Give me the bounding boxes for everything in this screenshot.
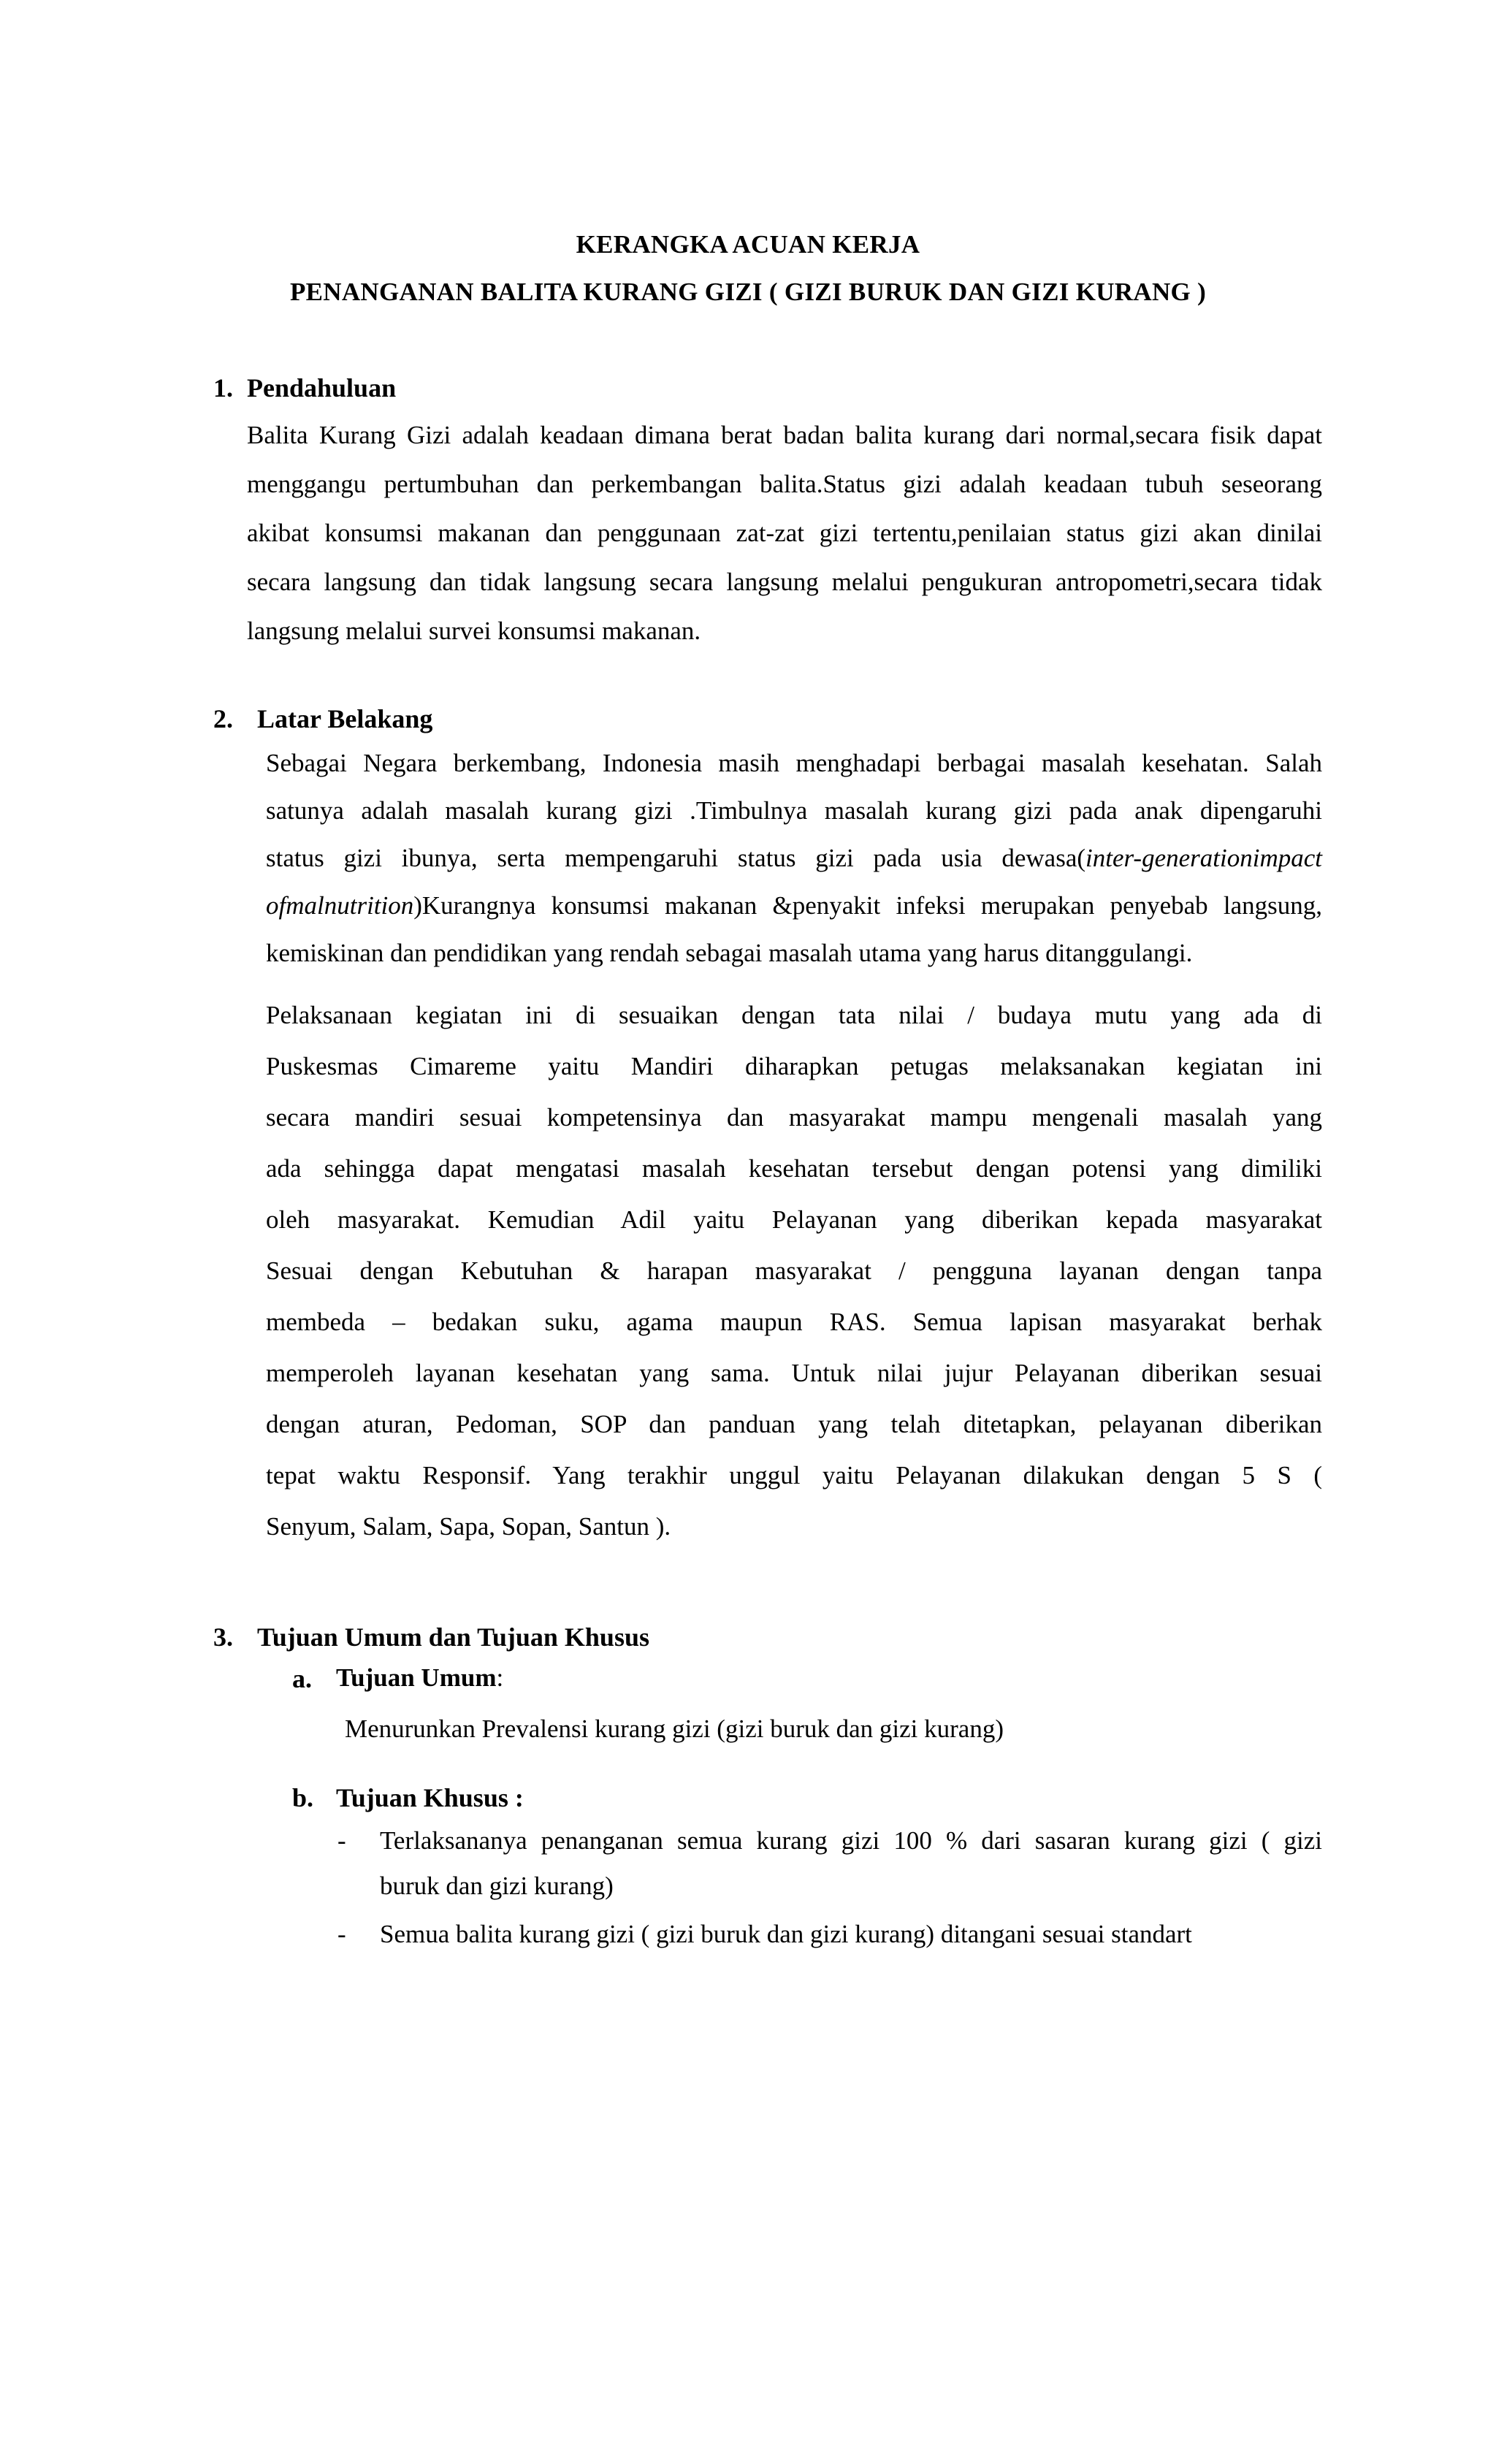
section2-p2-line-10: tepat waktu Responsif. Yang terakhir unggul yaitu Pelayanan dilakukan dengan 5 S (	[266, 1461, 1322, 1490]
section3-b-item1-dash: -	[337, 1826, 346, 1855]
section2-p2-line-4: ada sehingga dapat mengatasi masalah kesehatan tersebut dengan potensi yang dimiliki	[266, 1154, 1322, 1183]
section3-a-colon: :	[496, 1663, 504, 1692]
section3-b-marker: b.	[292, 1783, 314, 1812]
section1-heading: Pendahuluan	[247, 373, 397, 403]
section1-number: 1.	[213, 373, 233, 403]
section1-line-5: langsung melalui survei konsumsi makanan.	[247, 617, 701, 645]
section2-p1-line-2: satunya adalah masalah kurang gizi .Timbulnya masalah kurang gizi pada anak dipengaruhi	[266, 796, 1322, 825]
section2-p1-line-4-italic: ofmalnutrition	[266, 891, 414, 920]
section2-number: 2.	[213, 704, 233, 733]
section3-b-item2-dash: -	[337, 1920, 346, 1948]
section2-p2-line-11: Senyum, Salam, Sapa, Sopan, Santun ).	[266, 1512, 671, 1541]
section2-p2-line-6: Sesuai dengan Kebutuhan & harapan masyarakat / pengguna layanan dengan tanpa	[266, 1256, 1322, 1285]
section2-p2-line-8: memperoleh layanan kesehatan yang sama. Untuk nilai jujur Pelayanan diberikan sesuai	[266, 1359, 1322, 1387]
section3-heading: Tujuan Umum dan Tujuan Khusus	[257, 1622, 649, 1652]
section1-line-1: Balita Kurang Gizi adalah keadaan dimana berat badan balita kurang dari normal,secara fisik dapat	[247, 421, 1322, 449]
section2-p1-line-3-italic: inter-generationimpact	[1085, 844, 1322, 872]
section2-p1-line-3	[266, 844, 1322, 873]
section3-b-item1-line2: buruk dan gizi kurang)	[380, 1872, 614, 1900]
section3-a-marker: a.	[292, 1664, 312, 1693]
section3-b-item1-line1: Terlaksananya penanganan semua kurang gizi 100 % dari sasaran kurang gizi ( gizi	[380, 1826, 1322, 1855]
section2-p2-line-2: Puskesmas Cimareme yaitu Mandiri diharapkan petugas melaksanakan kegiatan ini	[266, 1052, 1322, 1080]
section1-line-4: secara langsung dan tidak langsung secara langsung melalui pengukuran antropometri,secara tidak	[247, 568, 1322, 596]
section2-p2-line-7: membeda – bedakan suku, agama maupun RAS. Semua lapisan masyarakat berhak	[266, 1308, 1322, 1336]
section2-p1-line-4-text: )Kurangnya konsumsi makanan &penyakit infeksi merupakan penyebab langsung,	[413, 891, 1322, 920]
section1-line-2: menggangu pertumbuhan dan perkembangan balita.Status gizi adalah keadaan tubuh seseorang	[247, 470, 1322, 498]
section2-p1-line-1: Sebagai Negara berkembang, Indonesia masih menghadapi berbagai masalah kesehatan. Salah	[266, 749, 1322, 777]
section2-p2-line-1: Pelaksanaan kegiatan ini di sesuaikan dengan tata nilai / budaya mutu yang ada di	[266, 1001, 1322, 1029]
section2-p2-line-3: secara mandiri sesuai kompetensinya dan masyarakat mampu mengenali masalah yang	[266, 1103, 1322, 1132]
section2-p2-line-9: dengan aturan, Pedoman, SOP dan panduan yang telah ditetapkan, pelayanan diberikan	[266, 1410, 1322, 1438]
section2-p1-line-3-text: status gizi ibunya, serta mempengaruhi status gizi pada usia dewasa(	[266, 844, 1086, 872]
section3-b-item2: Semua balita kurang gizi ( gizi buruk dan gizi kurang) ditangani sesuai standart	[380, 1920, 1192, 1948]
section3-number: 3.	[213, 1622, 233, 1652]
section1-line-3: akibat konsumsi makanan dan penggunaan zat-zat gizi tertentu,penilaian status gizi akan dinilai	[247, 519, 1322, 547]
document-subtitle: PENANGANAN BALITA KURANG GIZI ( GIZI BURUK DAN GIZI KURANG )	[289, 278, 1207, 306]
section2-heading: Latar Belakang	[257, 704, 433, 733]
section2-p1-line-5: kemiskinan dan pendidikan yang rendah sebagai masalah utama yang harus ditanggulangi.	[266, 939, 1193, 967]
section2-p1-line-4	[266, 891, 1322, 920]
document-title: KERANGKA ACUAN KERJA	[576, 230, 920, 259]
section3-a-text: Menurunkan Prevalensi kurang gizi (gizi buruk dan gizi kurang)	[345, 1714, 1004, 1743]
section3-a-heading-line	[336, 1663, 503, 1693]
section2-p2-line-5: oleh masyarakat. Kemudian Adil yaitu Pelayanan yang diberikan kepada masyarakat	[266, 1205, 1322, 1234]
section3-b-heading: Tujuan Khusus :	[336, 1783, 524, 1812]
section3-a-heading: Tujuan Umum	[336, 1663, 497, 1692]
